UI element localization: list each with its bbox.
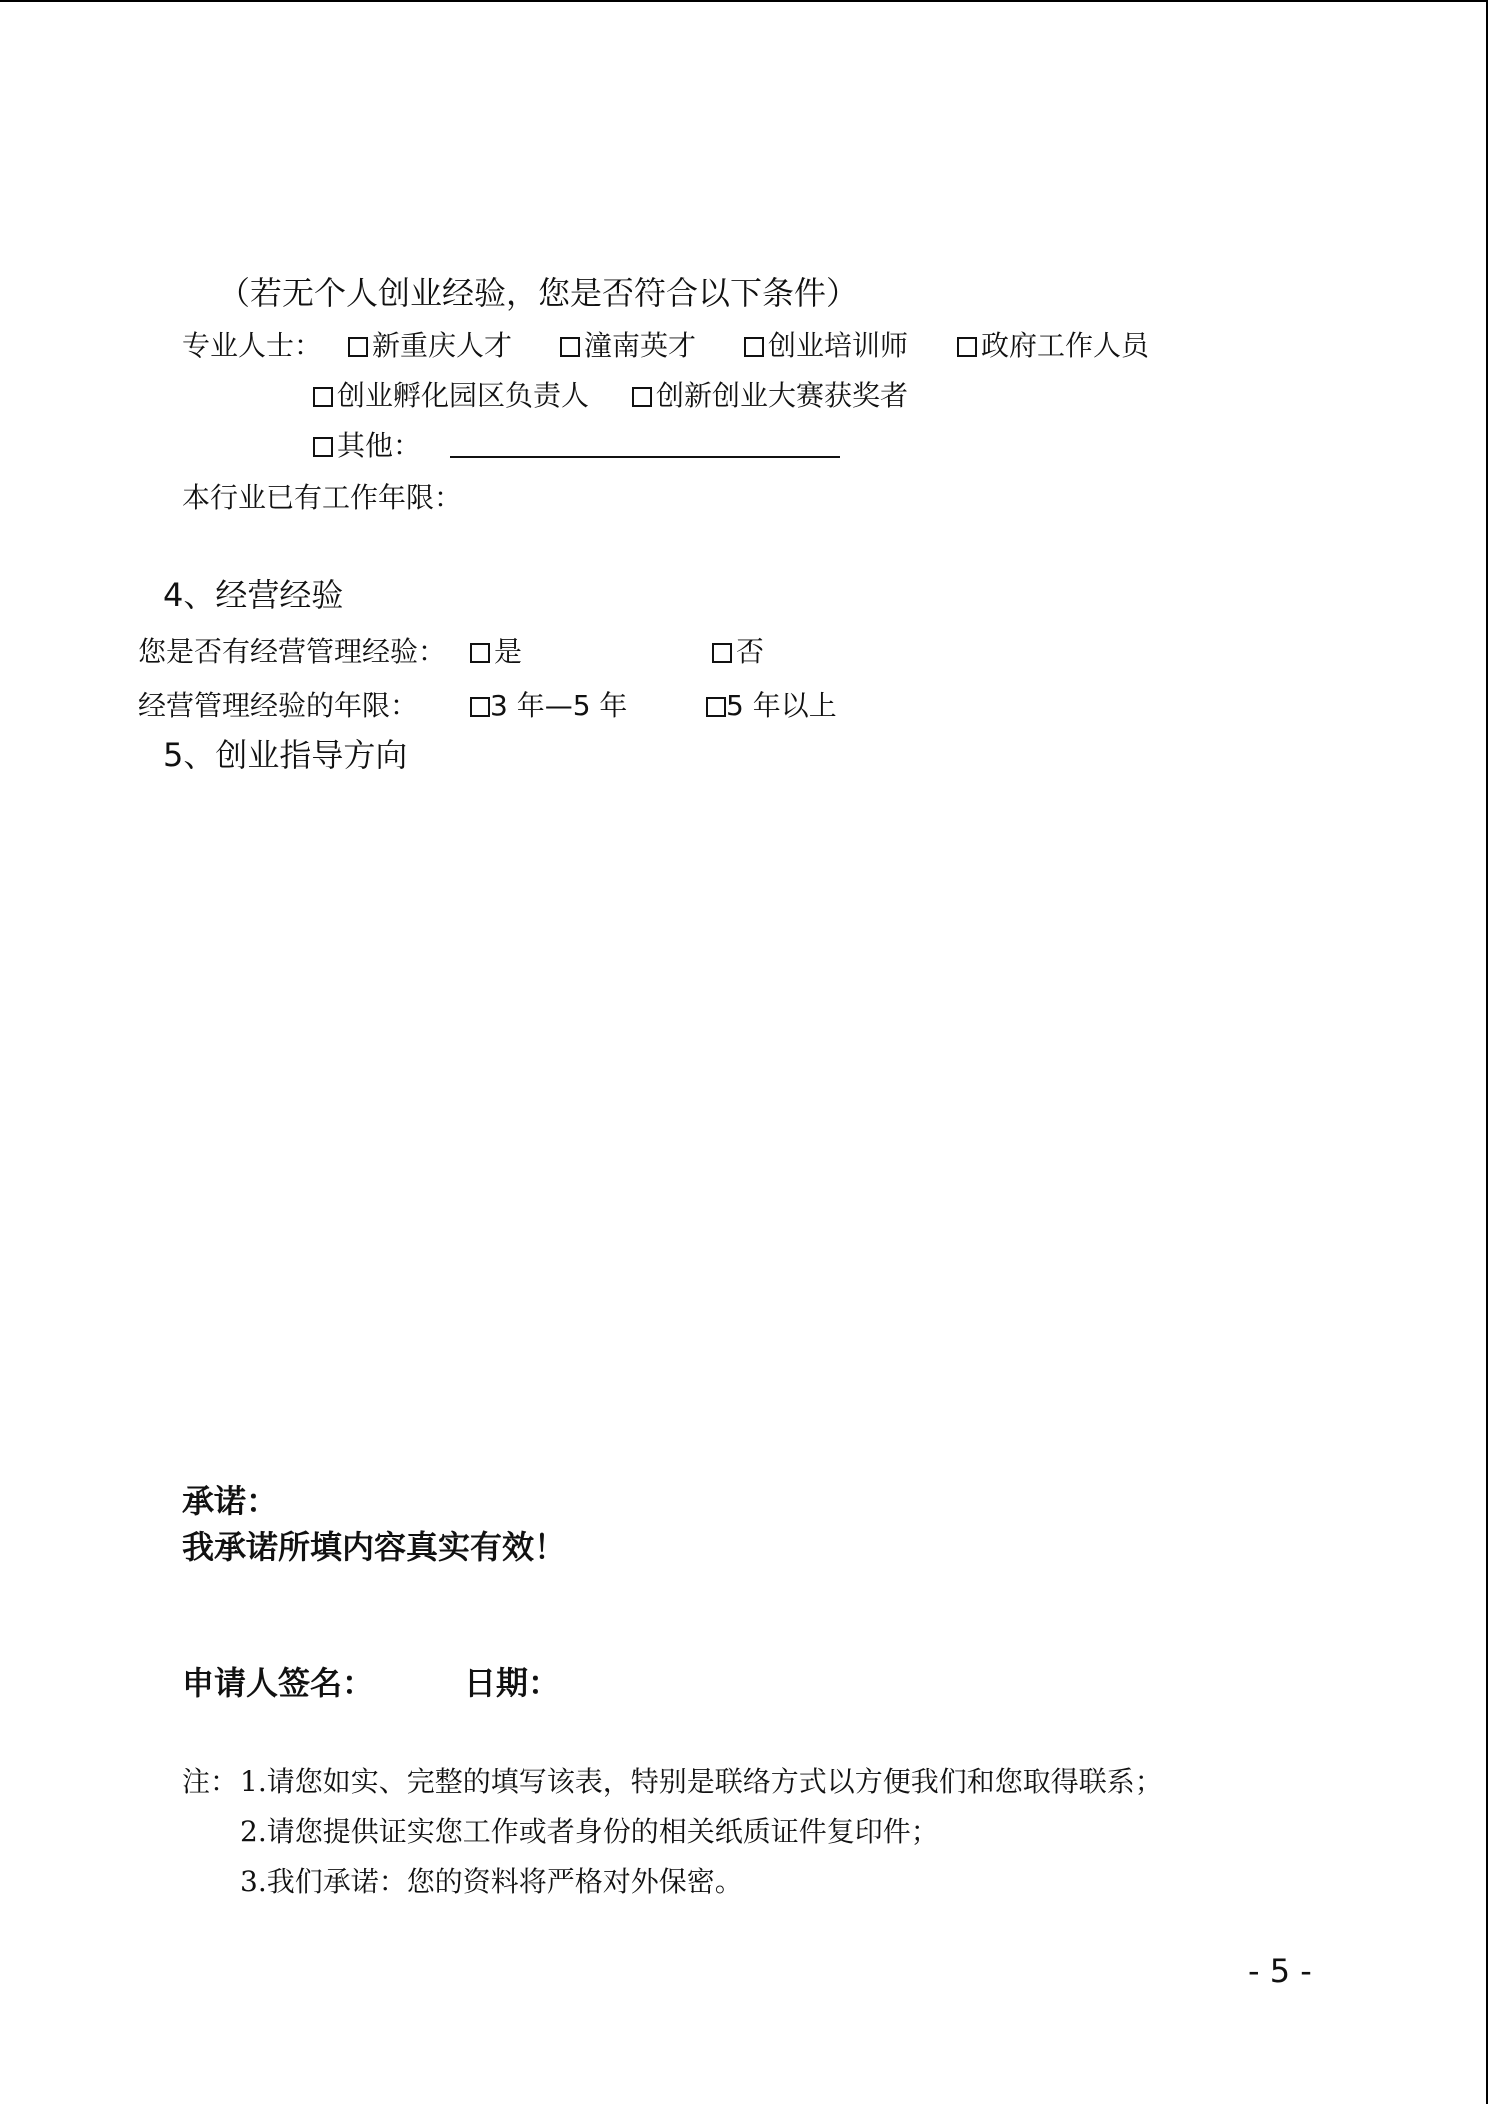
mgmt-no-option[interactable]: 否 [712, 630, 764, 670]
checkbox-icon[interactable] [560, 337, 580, 357]
note-item-3: 3.我们承诺：您的资料将严格对外保密。 [240, 1865, 743, 1898]
mgmt-years-question: 经营管理经验的年限： [138, 689, 419, 722]
section5-heading: 5、创业指导方向 [163, 736, 408, 774]
note-item-2: 2.请您提供证实您工作或者身份的相关纸质证件复印件； [240, 1815, 939, 1848]
condition-note: （若无个人创业经验，您是否符合以下条件） [218, 274, 859, 312]
checkbox-icon[interactable] [470, 697, 490, 717]
years-5-plus-option[interactable]: 5 年以上 [706, 684, 837, 724]
professional-label: 专业人士： [182, 329, 323, 362]
option-startup-trainer[interactable]: 创业培训师 [744, 324, 908, 364]
years-3-5-option[interactable]: 3 年—5 年 [470, 684, 627, 724]
checkbox-icon[interactable] [470, 643, 490, 663]
option-incubator-head[interactable]: 创业孵化园区负责人 [313, 374, 589, 414]
checkbox-icon[interactable] [313, 387, 333, 407]
section4-heading: 4、经营经验 [163, 576, 344, 614]
checkbox-icon[interactable] [348, 337, 368, 357]
option-tongnan-talent[interactable]: 潼南英才 [560, 324, 696, 364]
mgmt-yes-option[interactable]: 是 [470, 630, 522, 670]
checkbox-icon[interactable] [957, 337, 977, 357]
years-in-industry-label: 本行业已有工作年限： [182, 481, 463, 514]
checkbox-icon[interactable] [706, 697, 726, 717]
option-new-chongqing-talent[interactable]: 新重庆人才 [348, 324, 512, 364]
page-number: - 5 - [1248, 1952, 1312, 1990]
notes-prefix: 注： [182, 1765, 239, 1798]
option-competition-winner[interactable]: 创新创业大赛获奖者 [632, 374, 908, 414]
checkbox-icon[interactable] [744, 337, 764, 357]
note-item-1: 1.请您如实、完整的填写该表，特别是联络方式以方便我们和您取得联系； [240, 1765, 1163, 1798]
mgmt-experience-question: 您是否有经营管理经验： [138, 635, 447, 668]
option-other[interactable]: 其他： [313, 424, 421, 464]
checkbox-icon[interactable] [712, 643, 732, 663]
option-government-staff[interactable]: 政府工作人员 [957, 324, 1149, 364]
pledge-statement: 我承诺所填内容真实有效！ [182, 1528, 567, 1566]
signature-label: 申请人签名： [182, 1664, 375, 1702]
checkbox-icon[interactable] [632, 387, 652, 407]
page-border-top [0, 0, 1488, 2]
checkbox-icon[interactable] [313, 437, 333, 457]
other-input-line[interactable] [450, 456, 840, 458]
date-label: 日期： [464, 1664, 561, 1702]
pledge-title: 承诺： [182, 1482, 279, 1520]
